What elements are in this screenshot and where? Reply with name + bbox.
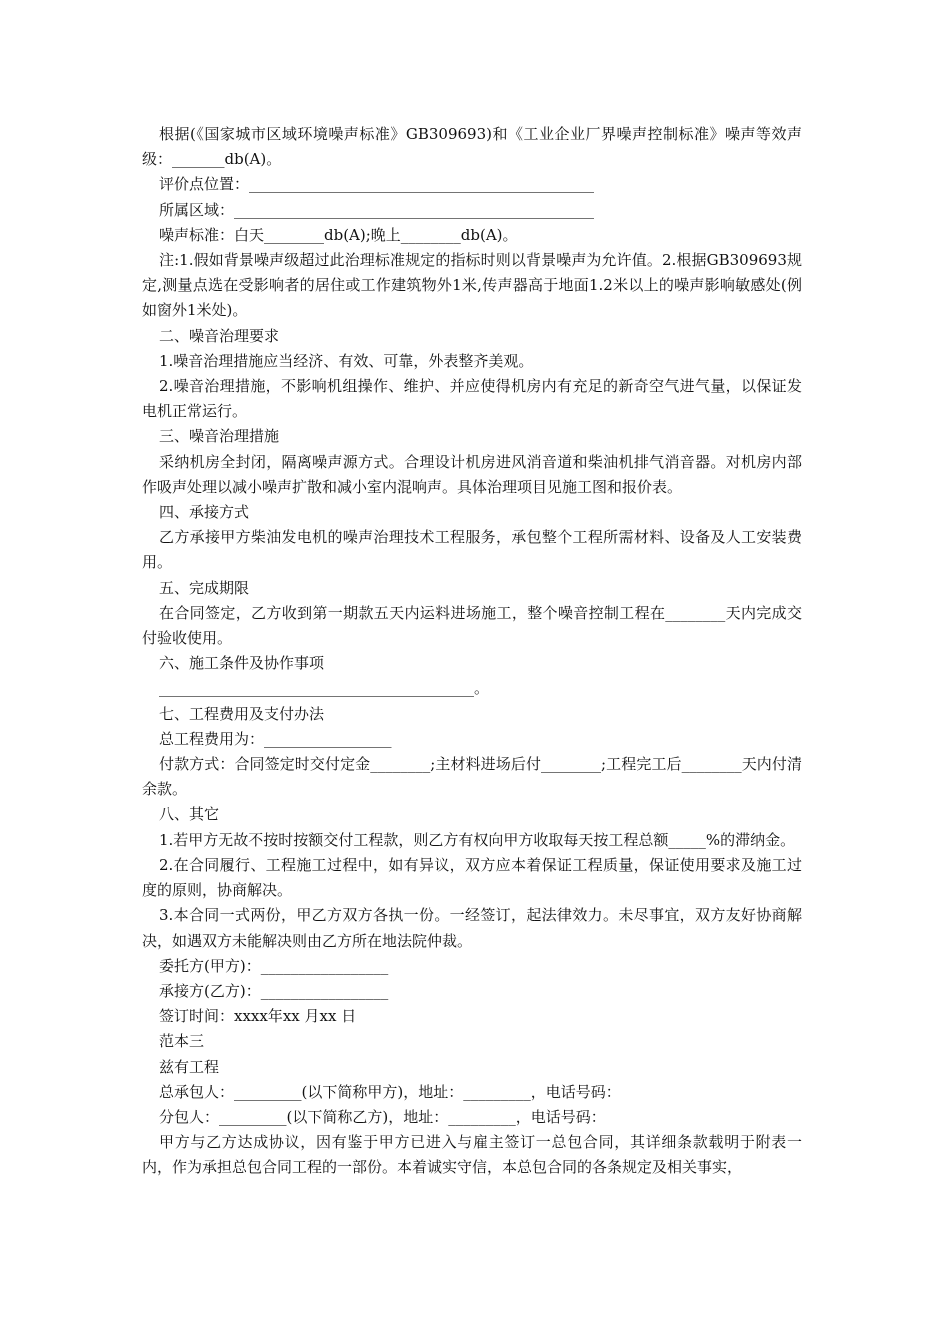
paragraph-requirement-2: 2.噪音治理措施，不影响机组操作、维护、并应使得机房内有充足的新奇空气进气量，以保证发电机正常运行。	[142, 377, 802, 421]
paragraph-deadline: 在合同签定，乙方收到第一期款五天内运料进场施工，整个噪音控制工程在________天内完成交付验收使用。	[142, 603, 802, 648]
section-heading-other: 八、其它	[159, 805, 220, 824]
paragraph-project: 兹有工程	[159, 1057, 220, 1076]
paragraph-conditions-blank: __________________________________________。	[159, 679, 490, 698]
paragraph-evaluation-point: 评价点位置：______________________________________________	[159, 175, 595, 194]
document-body	[142, 122, 802, 1181]
paragraph-party-a-signature: 委托方(甲方)：_________________	[159, 956, 389, 975]
paragraph-requirement-1: 1.噪音治理措施应当经济、有效、可靠，外表整齐美观。	[159, 351, 534, 370]
paragraph-signing-date: 签订时间：xxxx年xx 月xx 日	[159, 1007, 357, 1026]
paragraph-contracting: 乙方承接甲方柴油发电机的噪声治理技术工程服务，承包整个工程所需材料、设备及人工安装费用。	[142, 528, 802, 572]
paragraph-agreement: 甲方与乙方达成协议，因有鉴于甲方已进入与雇主签订一总包合同，其详细条款载明于附表一内，作为承担总包合同工程的一部份。本着诚实守信，本总包合同的各条规定及相关事实，	[142, 1133, 802, 1177]
section-heading-measures: 三、噪音治理措施	[159, 427, 280, 446]
paragraph-general-contractor: 总承包人：_________(以下简称甲方)，地址：_________，电话号码：	[159, 1082, 621, 1101]
paragraph-other-1: 1.若甲方无故不按时按额交付工程款，则乙方有权向甲方收取每天按工程总额_____%的滞纳金。	[159, 830, 796, 849]
paragraph-total-cost: 总工程费用为：_________________	[159, 729, 392, 748]
section-heading-payment: 七、工程费用及支付办法	[159, 704, 325, 723]
paragraph-region: 所属区域：________________________________________________	[159, 200, 595, 219]
paragraph-other-2: 2.在合同履行、工程施工过程中，如有异议，双方应本着保证工程质量，保证使用要求及施工过度的原则，协商解决。	[142, 855, 802, 900]
section-heading-deadline: 五、完成期限	[159, 578, 250, 597]
paragraph-measures: 采纳机房全封闭，隔离噪声源方式。合理设计机房进风消音道和柴油机排气消音器。对机房内部作吸声处理以减小噪声扩散和减小室内混响声。具体治理项目见施工图和报价表。	[142, 452, 802, 496]
paragraph-subcontractor: 分包人：_________(以下简称乙方)，地址：_________，电话号码：	[159, 1107, 606, 1126]
section-heading-conditions: 六、施工条件及协作事项	[159, 654, 325, 673]
paragraph-payment-method: 付款方式：合同签定时交付定金________;主材料进场后付________;工程完工后________天内付清余款。	[142, 755, 802, 799]
section-heading-template-three: 范本三	[159, 1032, 205, 1051]
paragraph-noise-standard-basis: 根据(《国家城市区域环境噪声标准》GB309693)和《工业企业厂界噪声控制标准》噪声等效声级：_______db(A)。	[142, 125, 802, 169]
paragraph-noise-limits: 噪声标准：白天________db(A);晚上________db(A)。	[159, 225, 518, 244]
paragraph-note: 注:1.假如背景噪声级超过此治理标准规定的指标时则以背景噪声为允许值。2.根据GB309693规定,测量点选在受影响者的居住或工作建筑物外1米,传声器高于地面1.2米以上的噪声影响敏感处(例如窗外1米处)。	[142, 251, 802, 320]
paragraph-other-3: 3.本合同一式两份，甲乙方双方各执一份。一经签订，起法律效力。未尽事宜，双方友好协商解决，如遇双方未能解决则由乙方所在地法院仲裁。	[142, 906, 802, 950]
section-heading-contracting: 四、承接方式	[159, 503, 250, 522]
section-heading-requirements: 二、噪音治理要求	[159, 326, 280, 345]
paragraph-party-b-signature: 承接方(乙方)：_________________	[159, 981, 389, 1000]
